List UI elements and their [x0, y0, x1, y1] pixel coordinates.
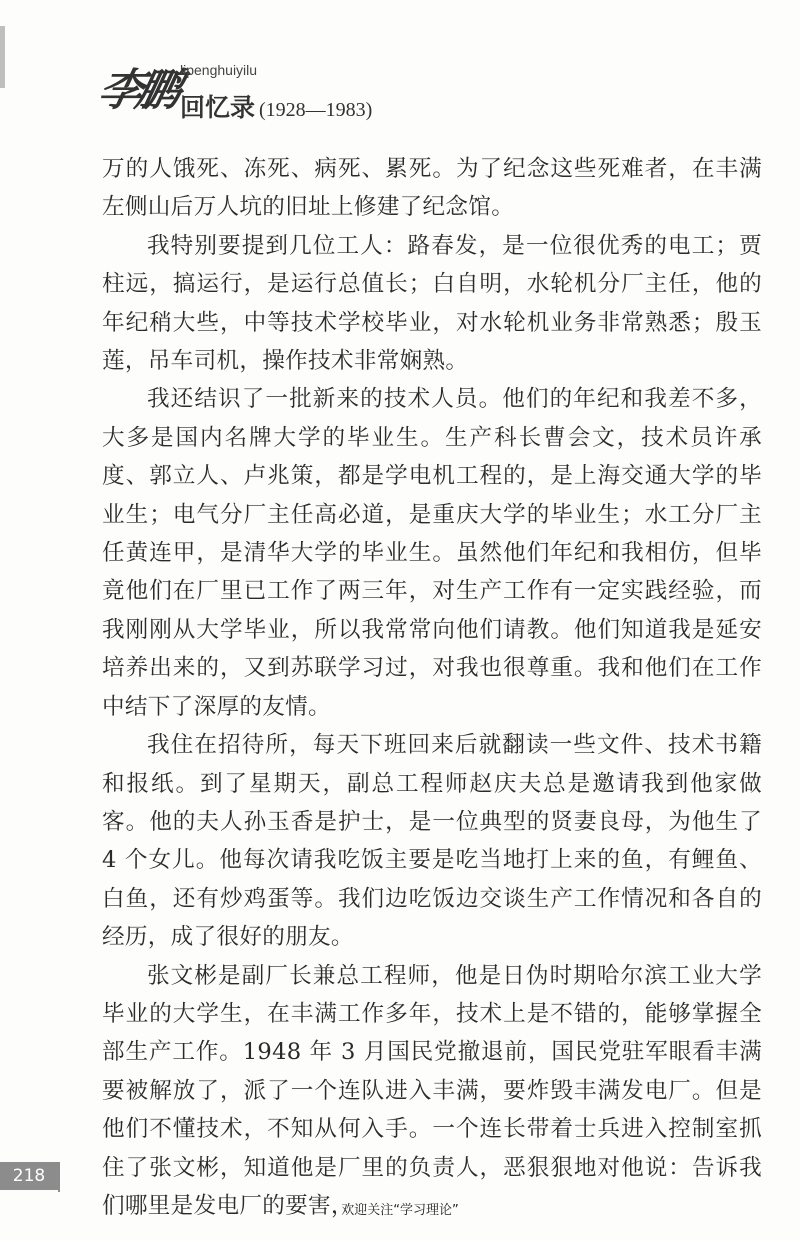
- page-number-rule: [58, 1162, 60, 1192]
- running-header: [93, 54, 700, 124]
- header-title: [180, 88, 372, 124]
- paragraph: 万的人饿死、冻死、病死、累死。为了纪念这些死难者，在丰满左侧山后万人坑的旧址上修建了纪念馆。: [102, 156, 762, 221]
- paragraph: 我特别要提到几位工人：路春发，是一位很优秀的电工；贾柱远，搞运行，是运行总值长；白自明，水轮机分厂主任，他的年纪稍大些，中等技术学校毕业，对水轮机业务非常熟悉；殷玉莲，吊车司机，操作技术非常娴熟。: [102, 232, 762, 375]
- paragraph: 我还结识了一批新来的技术人员。他们的年纪和我差不多，大多是国内名牌大学的毕业生。生产科长曹会文，技术员许承度、郭立人、卢兆策，都是学电机工程的，是上海交通大学的毕业生；电气分厂主任高必道，是重庆大学的毕业生；水工分厂主任黄连甲，是清华大学的毕业生。虽然他们年纪和我相仿，但毕竟他们在厂里已工作了两三年，对生产工作有一定实践经验，而我刚刚从大学毕业，所以我常常向他们请教。他们知道我是延安培养出来的，又到苏联学习过，对我也很尊重。我和他们在工作中结下了深厚的友情。: [102, 386, 762, 720]
- page-edge-mark: [0, 26, 5, 88]
- header-years: (1928—1983): [259, 99, 373, 121]
- header-memoir-label: 回忆录: [180, 93, 256, 122]
- body-text: [102, 150, 762, 1225]
- footer-note: 欢迎关注“学习理论”: [341, 1203, 459, 1218]
- paragraph: 张文彬是副厂长兼总工程师，他是日伪时期哈尔滨工业大学毕业的大学生，在丰满工作多年，技术上是不错的，能够掌握全部生产工作。1948 年 3 月国民党撤退前，国民党驻军眼看丰满要被解放了，派了一个连队进入丰满，要炸毁丰满发电厂。但是他们不懂技术，不知从何入手。一个连长带着士兵进入控制室抓住了张文彬，知道他是厂里的负责人，恶狠狠地对他说：告诉我们哪里是发电厂的要害，: [102, 962, 762, 1219]
- header-pinyin: lipenghuiyilu: [180, 62, 258, 78]
- paragraph: 我住在招待所，每天下班回来后就翻读一些文件、技术书籍和报纸。到了星期天，副总工程师赵庆夫总是邀请我到他家做客。他的夫人孙玉香是护士，是一位典型的贤妻良母，为他生了 4 个女儿。他每次请我吃饭主要是吃当地打上来的鱼，有鲤鱼、白鱼，还有炒鸡蛋等。我们边吃饭边交谈生产工作情况和各自的经历，成了很好的朋友。: [102, 732, 762, 951]
- author-signature: 李鹏: [93, 65, 181, 116]
- page-number: 218: [0, 1162, 58, 1190]
